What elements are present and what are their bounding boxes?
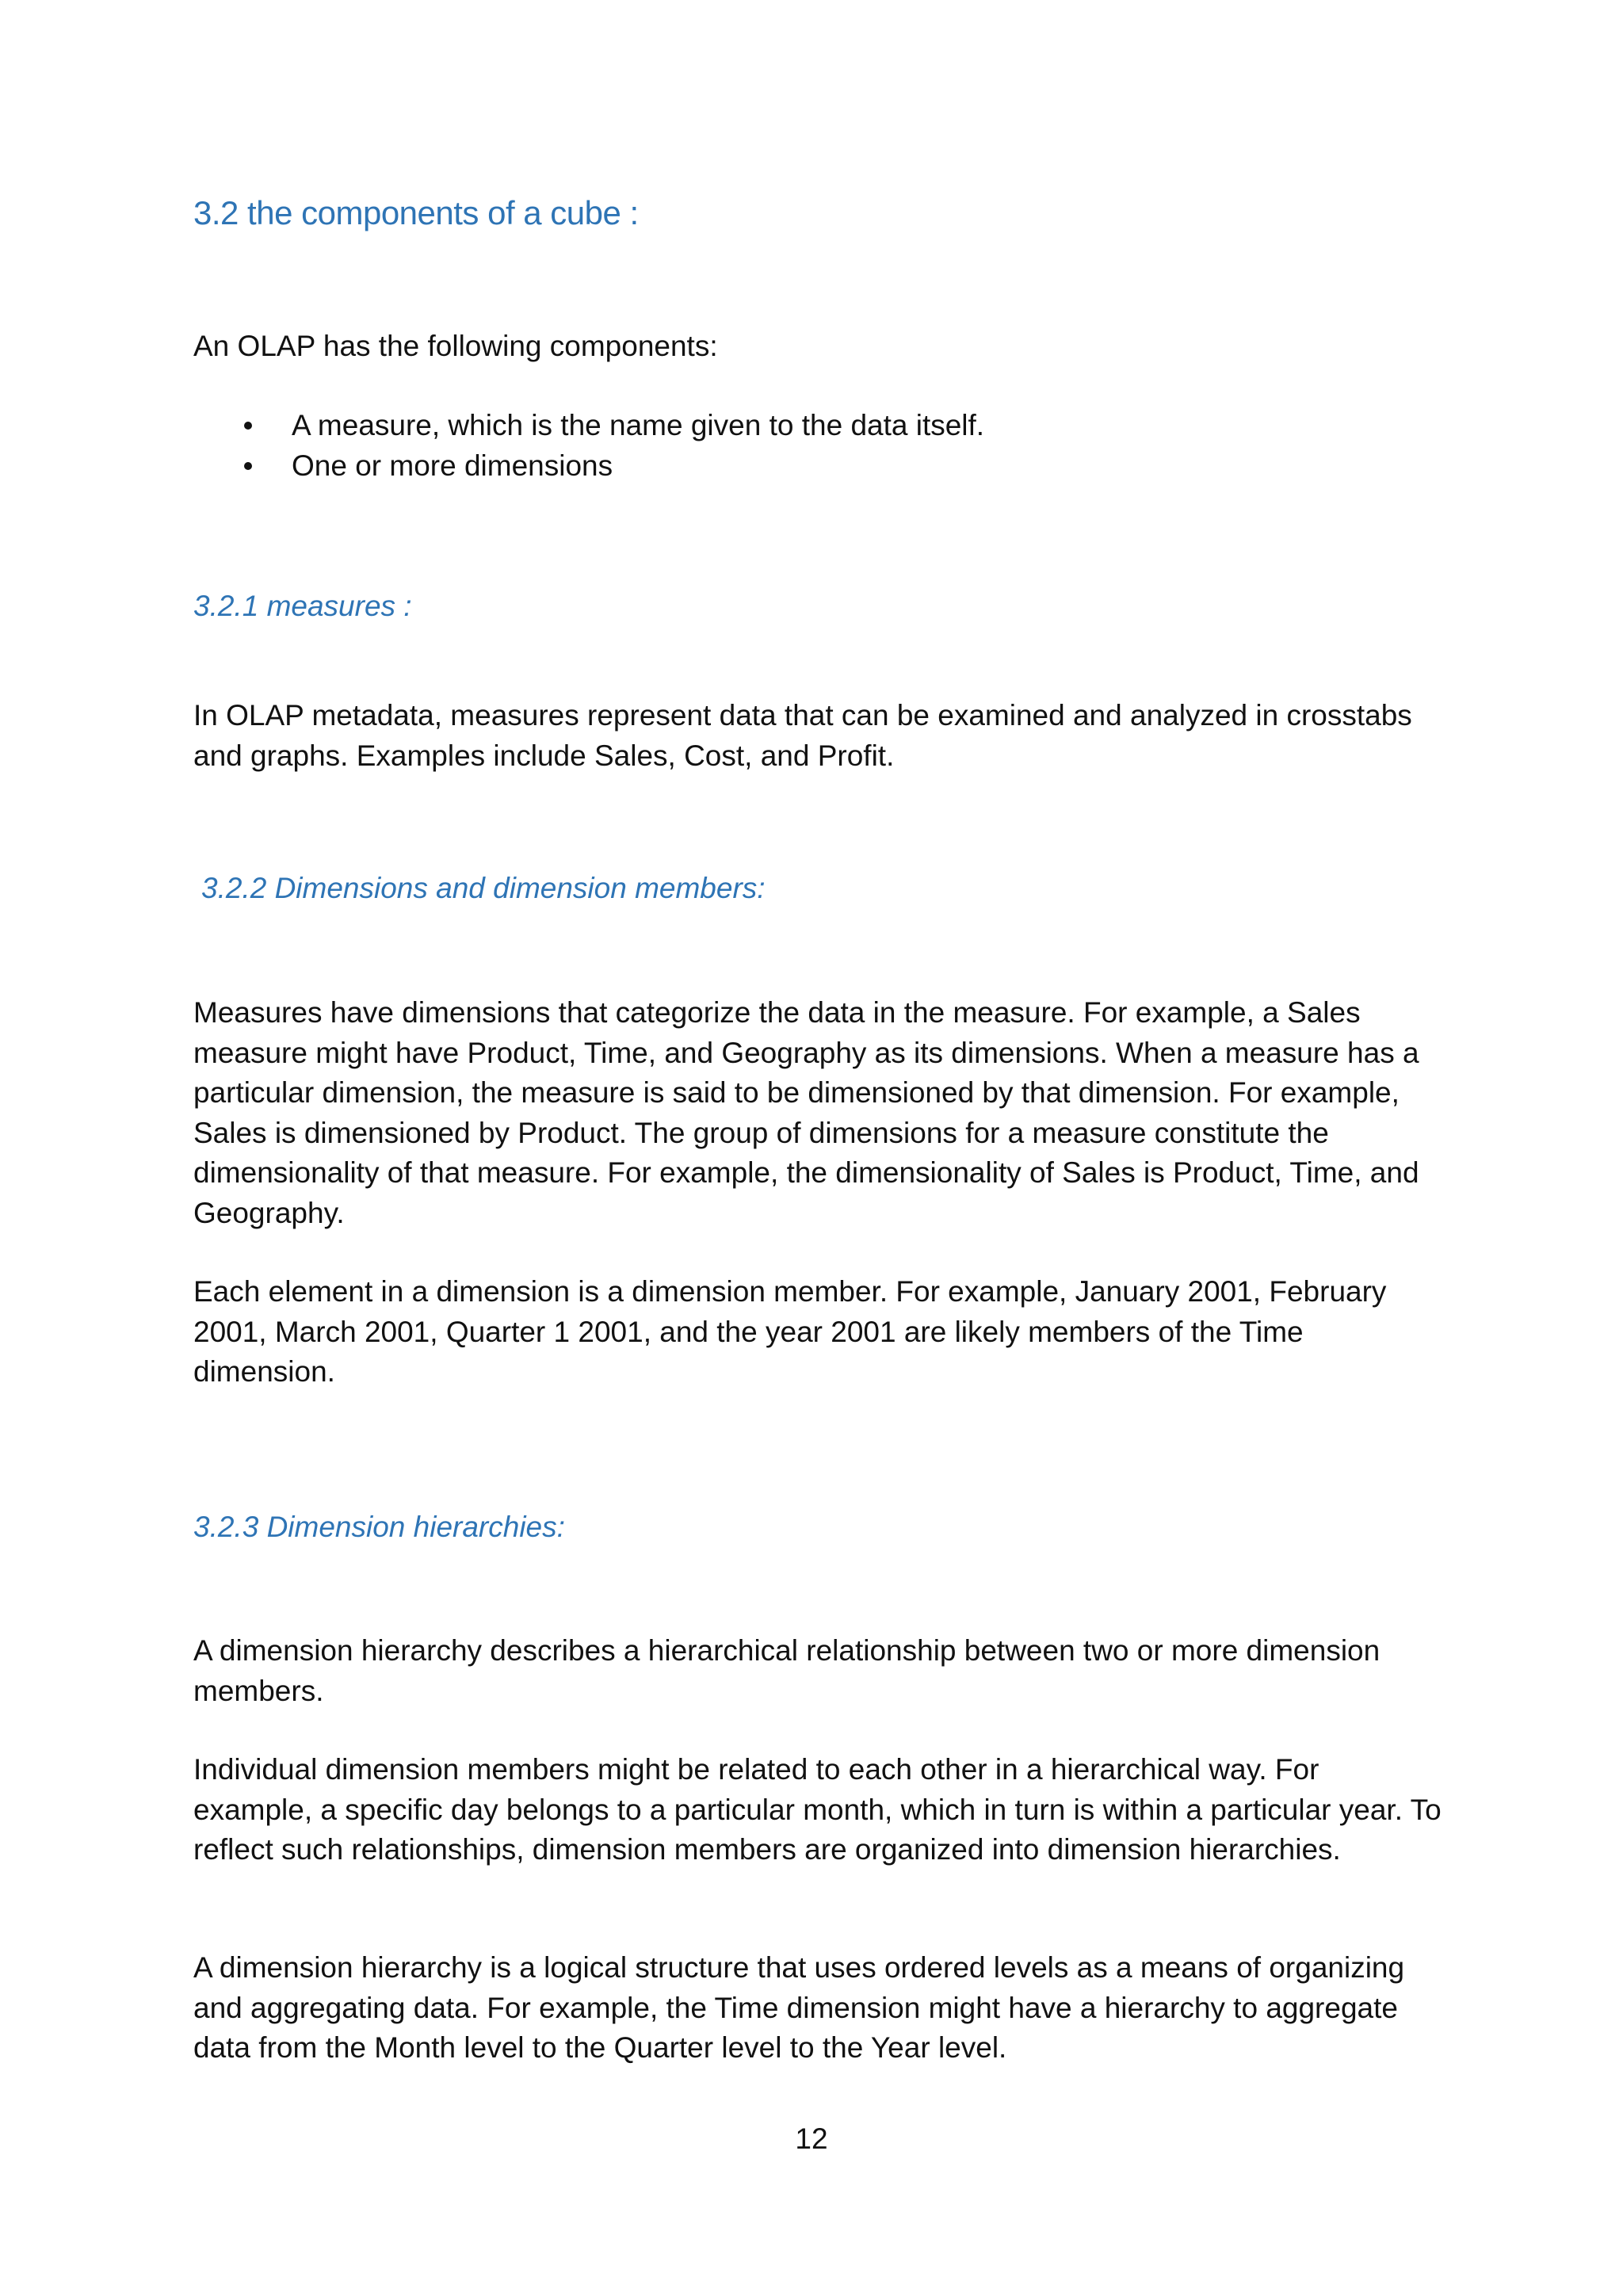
hierarchies-heading: 3.2.3 Dimension hierarchies: (193, 1511, 565, 1543)
component-list (193, 406, 1445, 486)
bullet-icon (244, 462, 252, 470)
page-number: 12 (795, 2122, 828, 2155)
section-heading: 3.2 the components of a cube : (193, 194, 639, 231)
bullet-icon (244, 422, 252, 430)
dimensions-paragraph-2: Each element in a dimension is a dimension member. For example, January 2001, February 2001, March 2001, Quarter 1 2001, and the year 2001 are likely members of the Time dimension. (193, 1275, 1387, 1388)
dimensions-heading: 3.2.2 Dimensions and dimension members: (201, 872, 766, 904)
list-item-text: One or more dimensions (292, 449, 613, 482)
measures-heading: 3.2.1 measures : (193, 590, 412, 622)
list-item-text: A measure, which is the name given to the data itself. (292, 409, 985, 441)
dimensions-paragraph-1: Measures have dimensions that categorize the data in the measure. For example, a Sales measure might have Product, Time, and Geography as its dimensions. When a measure has a particular dimension, the measure is said to be dimensioned by that dimension. For example, Sales is dimensioned by Product. The group of dimensions for a measure constitute the dimensionality of that measure. For example, the dimensionality of Sales is Product, Time, and Geography. (193, 996, 1419, 1229)
hierarchies-paragraph-1: A dimension hierarchy describes a hierarchical relationship between two or more dimension members. (193, 1634, 1381, 1707)
hierarchies-paragraph-2: Individual dimension members might be related to each other in a hierarchical way. For example, a specific day belongs to a particular month, which in turn is within a particular year. To reflect such relationships, dimension members are organized into dimension hierarchies. (193, 1753, 1442, 1866)
measures-paragraph: In OLAP metadata, measures represent data that can be examined and analyzed in crosstabs and graphs. Examples include Sales, Cost, and Profit. (193, 699, 1412, 772)
list-item (193, 446, 1445, 487)
hierarchies-paragraph-3: A dimension hierarchy is a logical structure that uses ordered levels as a means of organizing and aggregating data. For example, the Time dimension might have a hierarchy to aggregate data from the Month level to the Quarter level to the Year level. (193, 1951, 1405, 2064)
list-item (193, 406, 1445, 446)
intro-paragraph: An OLAP has the following components: (193, 330, 718, 362)
